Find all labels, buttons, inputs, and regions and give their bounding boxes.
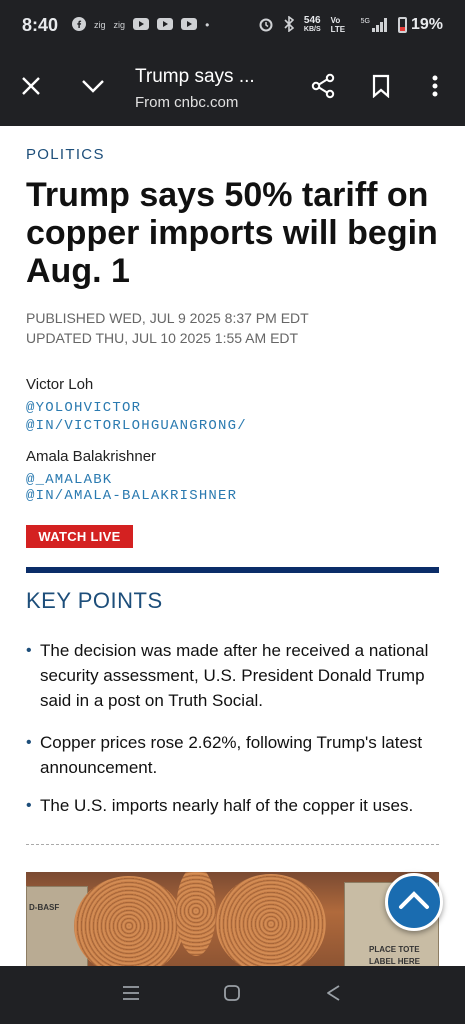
copper-coil <box>216 874 326 966</box>
author-name[interactable]: Amala Balakrishner <box>26 448 157 465</box>
close-icon <box>21 76 41 101</box>
photo-crate: PLACE TOTE LABEL HERE <box>344 882 439 966</box>
bullet-icon: • <box>26 797 32 814</box>
app-notification-icon: zig <box>113 20 126 30</box>
facebook-icon <box>72 17 86 34</box>
youtube-icon <box>133 18 149 33</box>
bookmark-icon <box>372 74 390 103</box>
share-icon <box>310 73 336 104</box>
more-options-button[interactable] <box>413 66 457 110</box>
published-date: PUBLISHED WED, JUL 9 2025 8:37 PM EDT <box>26 310 309 326</box>
minimize-button[interactable] <box>71 66 115 110</box>
page-origin: From cnbc.com <box>135 93 239 111</box>
system-icons <box>258 16 443 35</box>
battery-icon <box>398 17 407 33</box>
author-linkedin-link[interactable]: @IN/VICTORLOHGUANGRONG/ <box>26 418 247 434</box>
author-linkedin-link[interactable]: @IN/AMALA-BALAKRISHNER <box>26 488 238 504</box>
chevron-down-icon <box>81 79 105 98</box>
more-vertical-icon <box>432 75 438 102</box>
bluetooth-icon <box>284 16 294 35</box>
key-point-item: • Copper prices rose 2.62%, following Trump's latest announcement. <box>26 730 439 780</box>
youtube-icon <box>157 18 173 33</box>
key-points-title: KEY POINTS <box>26 588 163 613</box>
page-title: Trump says ... <box>135 65 255 87</box>
more-notifications-dot-icon: • <box>205 18 210 32</box>
home-button[interactable] <box>223 984 241 1007</box>
notification-icons <box>72 17 209 34</box>
volte-icon: Vo LTE <box>330 16 346 34</box>
section-divider <box>26 844 439 845</box>
section-label[interactable]: POLITICS <box>26 146 105 163</box>
author-twitter-link[interactable]: @YOLOHVICTOR <box>26 400 142 416</box>
recent-apps-button[interactable] <box>122 984 140 1007</box>
home-square-icon <box>223 989 241 1006</box>
photo-crate: D-BASF <box>26 886 88 966</box>
key-points-divider <box>26 567 439 573</box>
copper-coil <box>74 876 184 966</box>
copper-coil <box>176 872 216 956</box>
article-headline: Trump says 50% tariff on copper imports will begin Aug. 1 <box>26 176 438 290</box>
data-speed: 546 KB/S <box>303 15 321 33</box>
article-content[interactable] <box>0 126 465 966</box>
alarm-icon <box>258 16 274 35</box>
youtube-icon <box>181 18 197 33</box>
share-button[interactable] <box>301 66 345 110</box>
scroll-to-top-button[interactable] <box>385 873 443 931</box>
back-button[interactable] <box>325 984 343 1007</box>
battery-indicator: 19% <box>398 16 443 34</box>
bookmark-button[interactable] <box>359 66 403 110</box>
updated-date: UPDATED THU, JUL 10 2025 1:55 AM EDT <box>26 330 299 346</box>
close-button[interactable] <box>9 66 53 110</box>
custom-tab-toolbar <box>0 50 465 126</box>
author-twitter-link[interactable]: @_AMALABK <box>26 472 113 488</box>
chevron-up-icon <box>398 890 430 915</box>
bullet-icon: • <box>26 642 32 659</box>
page-title-area[interactable] <box>135 66 301 111</box>
key-point-item: • The U.S. imports nearly half of the copper it uses. <box>26 793 439 818</box>
system-navigation-bar <box>0 966 465 1024</box>
article-photo-copper-coils[interactable] <box>26 872 439 966</box>
article-dates <box>26 308 309 348</box>
back-triangle-icon <box>325 989 343 1006</box>
app-notification-icon: zig <box>94 20 106 30</box>
key-point-item: • The decision was made after he received a national security assessment, U.S. President Donald Trump said in a post on Truth Social. <box>26 638 439 713</box>
menu-lines-icon <box>122 989 140 1006</box>
author-name[interactable]: Victor Loh <box>26 376 94 393</box>
signal-icon: 5G <box>361 18 388 32</box>
watch-live-button[interactable]: WATCH LIVE <box>26 525 133 548</box>
status-time: 8:40 <box>22 14 59 35</box>
status-bar <box>0 0 465 50</box>
bullet-icon: • <box>26 734 32 751</box>
